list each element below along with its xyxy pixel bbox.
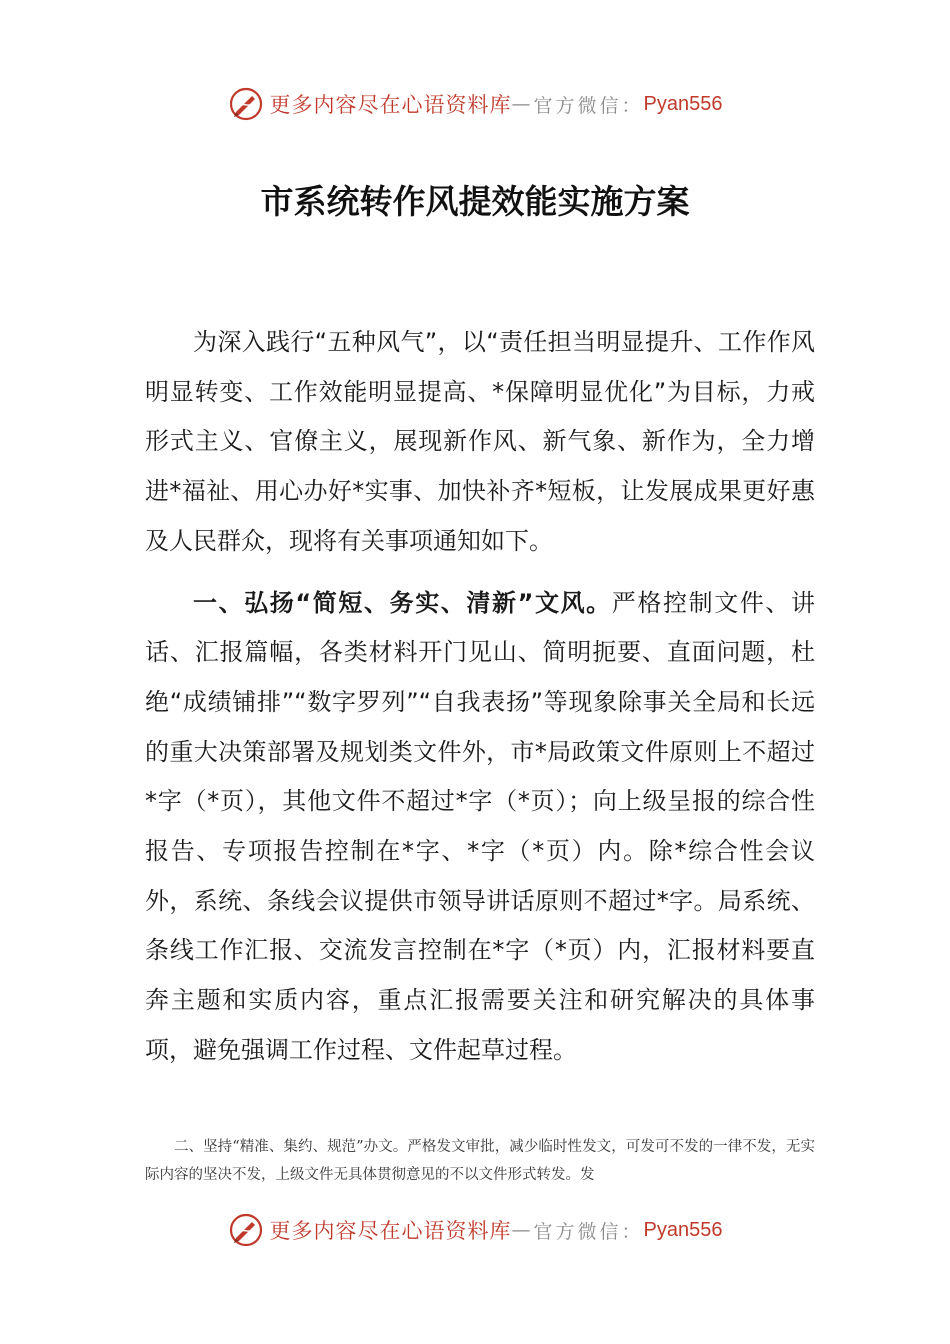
watermark-dash: — [511, 93, 534, 115]
watermark-wechat-label: 官方微信： [533, 1220, 644, 1243]
document-body [145, 318, 815, 1076]
document-title: 市系统转作风提效能实施方案 [260, 182, 690, 221]
watermark-footer [0, 1210, 950, 1250]
section-2-paragraph: 二、坚持“精准、集约、规范”办文。严格发文审批，减少临时性发文，可发可不发的一律不发，无实际内容的坚决不发，上级文件无具体贯彻意见的不以文件形式转发。发 [145, 1139, 815, 1183]
watermark-wechat-label: 官方微信： [533, 94, 644, 117]
watermark-dash: — [511, 1219, 534, 1241]
watermark-text: 更多内容尽在心语资料库 [269, 1219, 512, 1243]
pen-logo-icon [228, 1212, 264, 1248]
watermark-wechat-id: Pyan556 [643, 1218, 723, 1241]
section-1-heading: 一、弘扬“简短、务实、清新”文风。 [193, 588, 612, 617]
watermark-wechat-id: Pyan556 [643, 92, 723, 115]
watermark-header [0, 84, 950, 124]
section-1-text: 严格控制文件、讲话、汇报篇幅，各类材料开门见山、简明扼要、直面问题，杜绝“成绩铺排”“数字罗列”“自我表扬”等现象除事关全局和长远的重大决策部署及规划类文件外，市*局政策文件原则上不超过*字（*页），其他文件不超过*字（*页）；向上级呈报的综合性报告、专项报告控制在*字、*字（*页）内。除*综合性会议外，系统、条线会议提供市领导讲话原则不超过*字。局系统、条线工作汇报、交流发言控制在*字（*页）内，汇报材料要直奔主题和实质内容，重点汇报需要关注和研究解决的具体事项，避免强调工作过程、文件起草过程。 [145, 588, 816, 1064]
intro-paragraph: 为深入践行“五种风气”，以“责任担当明显提升、工作作风明显转变、工作效能明显提高、*保障明显优化”为目标，力戒形式主义、官僚主义，展现新作风、新气象、新作为，全力增进*福祉、用心办好*实事、加快补齐*短板，让发展成果更好惠及人民群众，现将有关事项通知如下。 [145, 328, 815, 555]
section-1-paragraph [145, 579, 815, 1076]
section-2-block [145, 1133, 815, 1189]
pen-logo-icon [228, 86, 264, 122]
watermark-text: 更多内容尽在心语资料库 [269, 93, 512, 117]
